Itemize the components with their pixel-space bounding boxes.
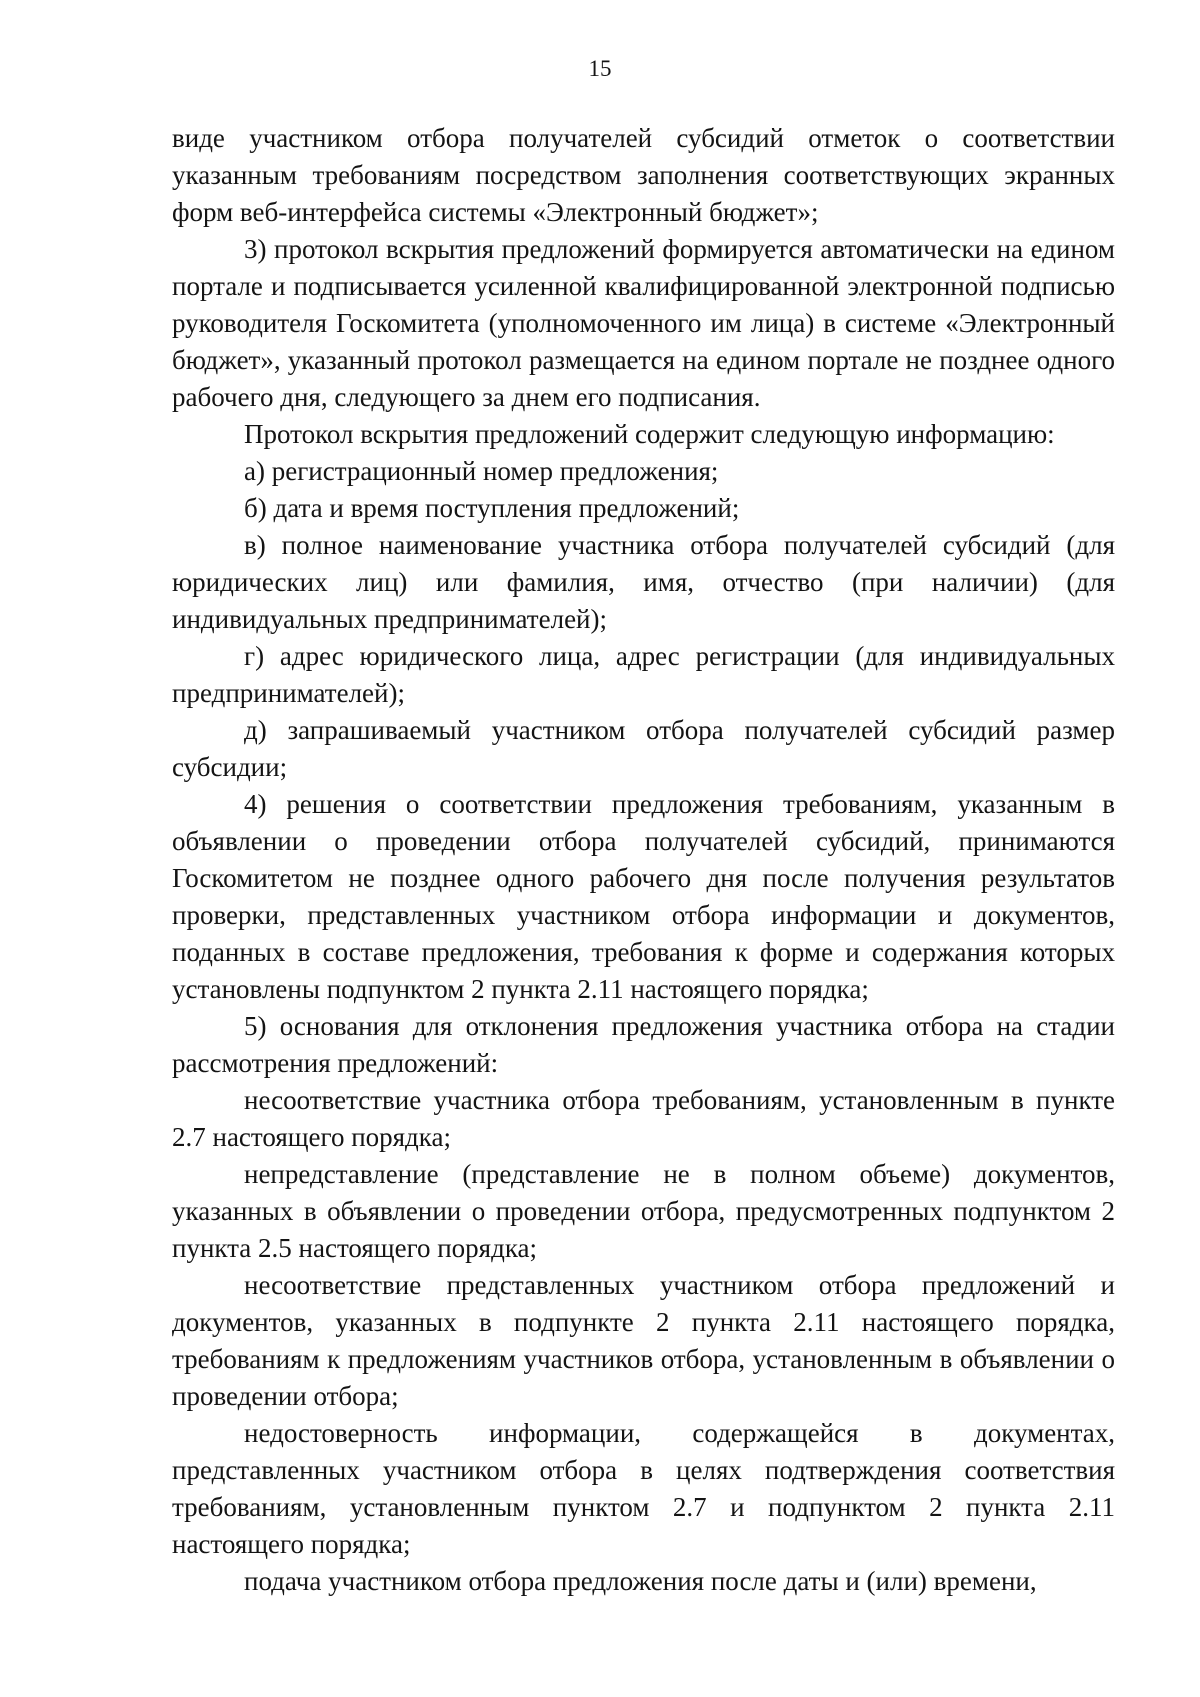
- paragraph-item-5: 5) основания для отклонения предложения участника отбора на стадии рассмотрения предложений:: [172, 1011, 1115, 1078]
- paragraph-ground-2: непредставление (представление не в полном объеме) документов, указанных в объявлении о проведении отбора, предусмотренных подпунктом 2 пункта 2.5 настоящего порядка;: [172, 1159, 1115, 1263]
- page-number: 15: [588, 56, 612, 81]
- paragraph-ground-3: несоответствие представленных участником отбора предложений и документов, указанных в подпункте 2 пункта 2.11 настоящего порядка, требованиям к предложениям участников отбора, установленным в объявлении о проведении отбора;: [172, 1270, 1115, 1411]
- paragraph-ground-1: несоответствие участника отбора требованиям, установленным в пункте 2.7 настоящего порядка;: [172, 1085, 1115, 1152]
- paragraph-ground-5: подача участником отбора предложения после даты и (или) времени,: [244, 1566, 1037, 1596]
- paragraph-ground-4: недостоверность информации, содержащейся в документах, представленных участником отбора в целях подтверждения соответствия требованиям, установленным пунктом 2.7 и подпунктом 2 пункта 2.11 настоящего порядка;: [172, 1418, 1115, 1559]
- paragraph-item-a: а) регистрационный номер предложения;: [244, 456, 719, 486]
- paragraph-continuation: виде участником отбора получателей субсидий отметок о соответствии указанным требованиям посредством заполнения соответствующих экранных форм веб-интерфейса системы «Электронный бюджет»;: [172, 123, 1115, 227]
- paragraph-item-4: 4) решения о соответствии предложения требованиям, указанным в объявлении о проведении отбора получателей субсидий, принимаются Госкомитетом не позднее одного рабочего дня после получения результатов проверки, представленных участником отбора информации и документов, поданных в составе предложения, требования к форме и содержания которых установлены подпунктом 2 пункта 2.11 настоящего порядка;: [172, 789, 1115, 1004]
- paragraph-item-g: г) адрес юридического лица, адрес регистрации (для индивидуальных предпринимателей);: [172, 641, 1115, 708]
- document-body: [172, 120, 1115, 1600]
- paragraph-item-b: б) дата и время поступления предложений;: [244, 493, 740, 523]
- paragraph-item-d: д) запрашиваемый участником отбора получателей субсидий размер субсидии;: [172, 715, 1115, 782]
- paragraph-protocol-contents: Протокол вскрытия предложений содержит следующую информацию:: [244, 419, 1055, 449]
- paragraph-item-3: 3) протокол вскрытия предложений формируется автоматически на едином портале и подписывается усиленной квалифицированной электронной подписью руководителя Госкомитета (уполномоченного им лица) в системе «Электронный бюджет», указанный протокол размещается на едином портале не позднее одного рабочего дня, следующего за днем его подписания.: [172, 234, 1115, 412]
- paragraph-item-v: в) полное наименование участника отбора получателей субсидий (для юридических лиц) или фамилия, имя, отчество (при наличии) (для индивидуальных предпринимателей);: [172, 530, 1115, 634]
